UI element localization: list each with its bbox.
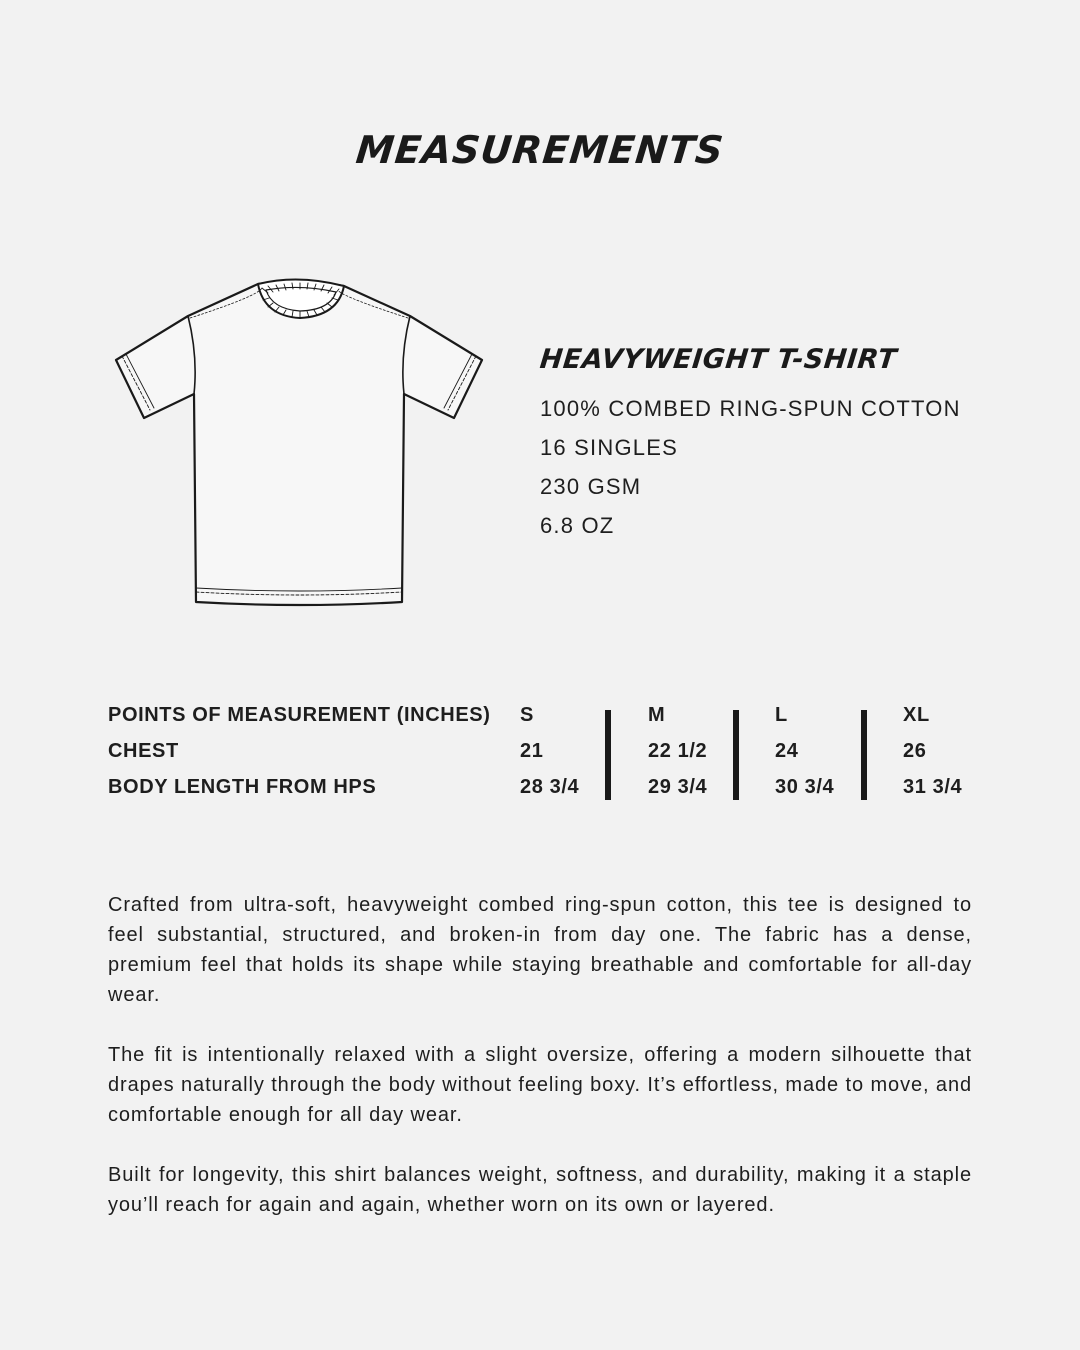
description-paragraph: Built for longevity, this shirt balances weight, softness, and durability, making it a staple you’ll reach for again and again, whether worn on its own or layered. — [108, 1164, 972, 1216]
size-header-m: M — [648, 704, 666, 726]
column-divider — [861, 710, 867, 800]
product-specs — [540, 344, 1020, 545]
chest-l: 24 — [775, 740, 799, 762]
row-label-chest: CHEST — [108, 740, 179, 762]
chest-s: 21 — [520, 740, 544, 762]
chest-m: 22 1/2 — [648, 740, 708, 762]
length-m: 29 3/4 — [648, 776, 708, 798]
spec-weight: 6.8 OZ — [540, 513, 615, 538]
description-paragraph: Crafted from ultra-soft, heavyweight combed ring-spun cotton, this tee is designed to feel substantial, structured, and broken-in from day one. The fabric has a dense, premium feel that holds its shape while staying breathable and comfortable for all-day wear. — [108, 894, 972, 1006]
length-l: 30 3/4 — [775, 776, 835, 798]
size-header-xl: XL — [903, 704, 930, 726]
spec-gsm: 230 GSM — [540, 474, 642, 499]
description-paragraph: The fit is intentionally relaxed with a slight oversize, offering a modern silhouette that drapes naturally through the body without feeling boxy. It’s effortless, made to move, and comfortable enough for all day wear. — [108, 1044, 972, 1126]
size-header-l: L — [775, 704, 788, 726]
row-label-body-length: BODY LENGTH FROM HPS — [108, 776, 377, 798]
size-header-s: S — [520, 704, 534, 726]
column-divider — [733, 710, 739, 800]
chest-xl: 26 — [903, 740, 927, 762]
size-chart — [108, 700, 988, 810]
product-description — [108, 890, 972, 1250]
size-chart-header-label: POINTS OF MEASUREMENT (INCHES) — [108, 704, 491, 726]
spec-yarn: 16 SINGLES — [540, 435, 678, 460]
column-divider — [605, 710, 611, 800]
product-name: HEAVYWEIGHT T-SHIRT — [538, 344, 899, 375]
t-shirt-flat-sketch-icon — [108, 276, 488, 612]
length-s: 28 3/4 — [520, 776, 580, 798]
page-title: MEASUREMENTS — [353, 128, 727, 172]
length-xl: 31 3/4 — [903, 776, 963, 798]
spec-material: 100% COMBED RING-SPUN COTTON — [540, 396, 961, 421]
